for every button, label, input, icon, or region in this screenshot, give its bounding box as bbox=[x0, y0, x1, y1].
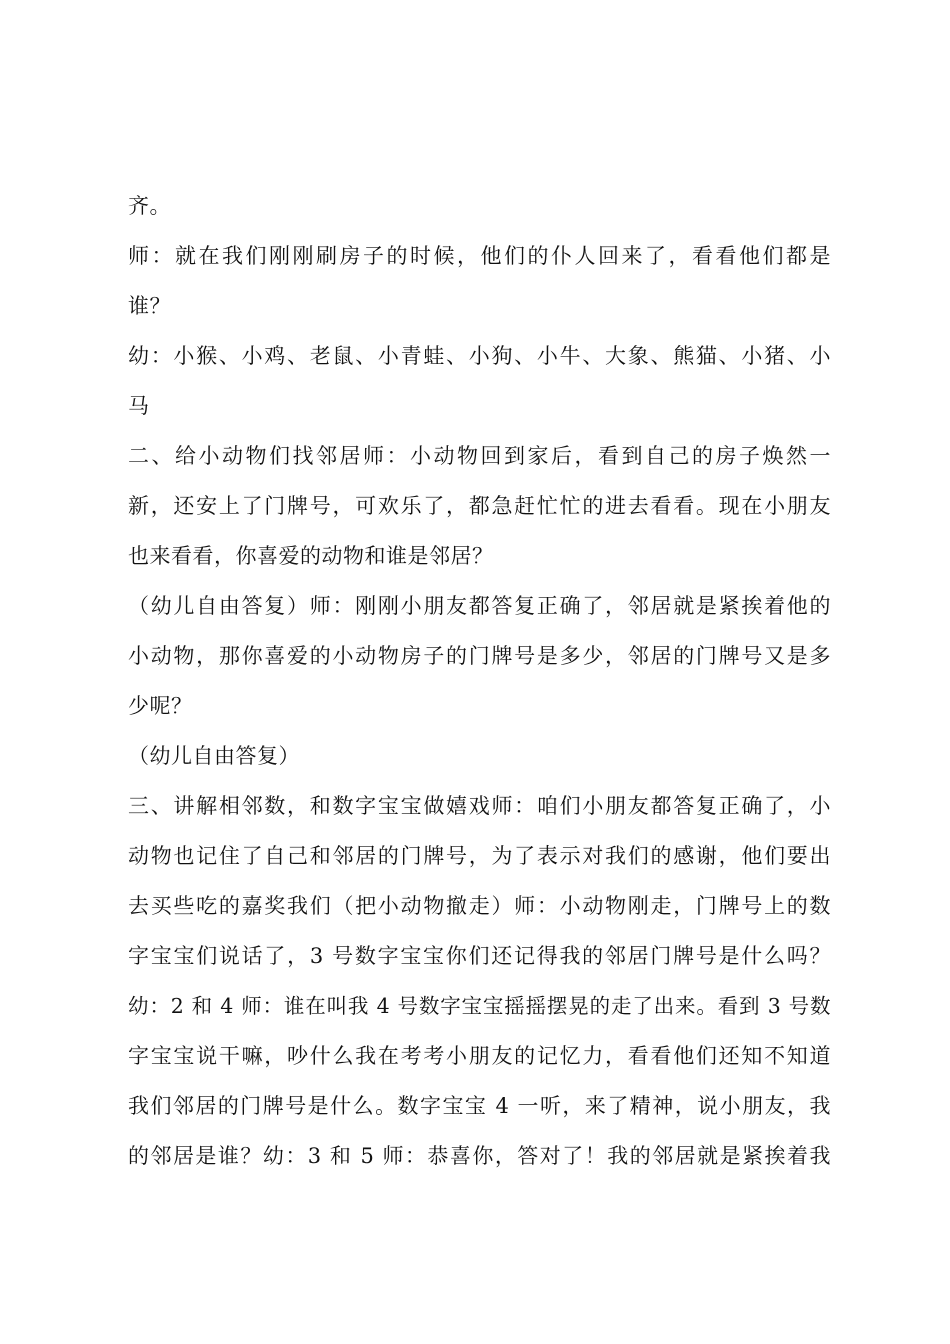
text-line: 三、讲解相邻数，和数字宝宝做嬉戏师：咱们小朋友都答复正确了，小 bbox=[128, 794, 831, 818]
document-body bbox=[128, 181, 831, 1181]
text-line: 幼：2 和 4 师：谁在叫我 4 号数字宝宝摇摇摆晃的走了出来。看到 3 号数 bbox=[128, 994, 831, 1018]
text-line: （幼儿自由答复） bbox=[128, 744, 300, 768]
text-line: 我们邻居的门牌号是什么。数字宝宝 4 一听，来了精神，说小朋友，我 bbox=[128, 1094, 831, 1118]
text-line: 马 bbox=[128, 394, 150, 418]
text-line: 动物也记住了自己和邻居的门牌号，为了表示对我们的感谢，他们要出 bbox=[128, 844, 831, 868]
text-line: 字宝宝们说话了，3 号数字宝宝你们还记得我的邻居门牌号是什么吗？ bbox=[128, 944, 831, 968]
text-line: 小动物，那你喜爱的小动物房子的门牌号是多少，邻居的门牌号又是多 bbox=[128, 644, 831, 668]
text-line: 师：就在我们刚刚刷房子的时候，他们的仆人回来了，看看他们都是 bbox=[128, 244, 831, 268]
text-line: （幼儿自由答复）师：刚刚小朋友都答复正确了，邻居就是紧挨着他的 bbox=[128, 594, 831, 618]
text-line: 齐。 bbox=[128, 194, 171, 218]
text-line: 去买些吃的嘉奖我们（把小动物撤走）师：小动物刚走，门牌号上的数 bbox=[128, 894, 831, 918]
text-line: 谁？ bbox=[128, 294, 171, 318]
text-line: 字宝宝说干嘛，吵什么我在考考小朋友的记忆力，看看他们还知不知道 bbox=[128, 1044, 831, 1068]
text-line: 二、给小动物们找邻居师：小动物回到家后，看到自己的房子焕然一 bbox=[128, 444, 831, 468]
text-line: 也来看看，你喜爱的动物和谁是邻居？ bbox=[128, 544, 494, 568]
text-line: 的邻居是谁？幼：3 和 5 师：恭喜你，答对了！我的邻居就是紧挨着我 bbox=[128, 1144, 831, 1168]
text-line: 少呢？ bbox=[128, 694, 193, 718]
text-line: 新，还安上了门牌号，可欢乐了，都急赶忙忙的进去看看。现在小朋友 bbox=[128, 494, 831, 518]
text-line: 幼：小猴、小鸡、老鼠、小青蛙、小狗、小牛、大象、熊猫、小猪、小 bbox=[128, 344, 831, 368]
